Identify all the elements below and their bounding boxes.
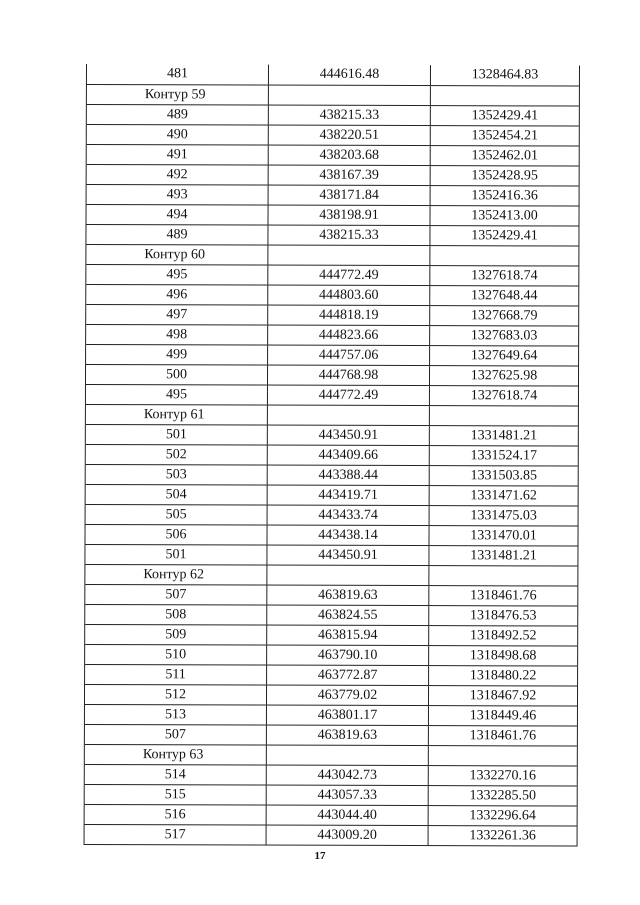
table-row [86,204,578,226]
y-coordinate: 1332261.36 [469,828,536,844]
point-number: 510 [85,645,267,665]
empty-cell [431,86,579,105]
point-number: 489 [87,105,269,125]
x-coordinate: 443042.73 [267,766,429,786]
x-coordinate: 444818.19 [268,306,430,326]
y-coordinate: 1331524.17 [470,448,538,464]
table-row [87,144,579,166]
y-coordinate: 1352454.21 [471,128,539,144]
empty-cell [267,566,429,586]
table-row [86,364,578,386]
x-coordinate: 443388.44 [268,466,430,486]
contour-header-row [85,564,577,586]
y-coordinate: 1327648.44 [471,288,538,304]
point-number: 516 [85,805,267,825]
table-row [87,104,579,126]
x-coordinate: 444772.49 [268,386,430,406]
y-coordinate: 1352429.41 [471,228,538,244]
table-row [85,724,577,746]
point-number: 507 [85,585,267,605]
table-row [85,784,577,806]
point-number: 495 [86,265,268,285]
x-coordinate: 438198.91 [268,206,430,226]
x-coordinate: 443450.91 [267,546,429,566]
table-row [86,264,578,286]
table-row [85,824,577,846]
table-row [85,804,577,826]
x-coordinate: 443009.20 [267,826,429,846]
point-number: 490 [87,125,269,145]
table-row [85,544,577,566]
table-row [85,624,577,646]
table-row [86,304,578,326]
table-row [86,384,578,406]
point-number: 494 [86,205,268,225]
y-coordinate: 1318498.68 [469,648,537,664]
empty-cell [268,406,430,426]
point-number: 515 [85,785,267,805]
empty-cell [269,86,431,106]
contour-label: Контур 63 [85,745,267,765]
point-number: 501 [86,425,268,445]
y-coordinate: 1331481.21 [470,548,537,564]
point-number: 492 [87,165,269,185]
point-number: 498 [86,325,268,345]
point-number: 501 [85,545,267,565]
point-number: 509 [85,625,267,645]
point-number: 502 [86,445,268,465]
x-coordinate: 444772.49 [268,266,430,286]
x-coordinate: 444616.48 [269,65,431,86]
y-coordinate: 1318492.52 [469,628,537,644]
x-coordinate: 444768.98 [268,366,430,386]
point-number: 491 [87,145,269,165]
table-row [85,644,577,666]
y-coordinate: 1332296.64 [469,808,536,824]
x-coordinate: 444823.66 [268,326,430,346]
x-coordinate: 443438.14 [267,526,429,546]
x-coordinate: 463824.55 [267,606,429,626]
empty-cell [267,746,429,766]
y-coordinate: 1318476.53 [469,608,537,624]
table-row [86,504,578,526]
x-coordinate: 444803.60 [268,286,430,306]
y-coordinate: 1331470.01 [470,528,537,544]
coordinates-table [84,64,580,847]
contour-header-row [86,244,578,266]
table-row [87,164,579,186]
contour-label: Контур 59 [87,85,269,105]
contour-header-row [86,404,578,426]
y-coordinate: 1327668.79 [470,308,538,324]
x-coordinate: 463801.17 [267,706,429,726]
x-coordinate: 438215.33 [268,226,430,246]
empty-cell [430,246,578,265]
point-number: 500 [86,365,268,385]
point-number: 489 [86,225,268,245]
y-coordinate: 1327625.98 [470,368,538,384]
x-coordinate: 438220.51 [269,126,431,146]
point-number: 503 [86,465,268,485]
x-coordinate: 443433.74 [268,506,430,526]
y-coordinate: 1327683.03 [470,328,538,344]
point-number: 511 [85,665,267,685]
table-row [87,124,579,146]
x-coordinate: 438203.68 [269,146,431,166]
empty-cell [429,566,577,585]
empty-cell [429,746,577,765]
y-coordinate: 1332285.50 [469,788,536,804]
y-coordinate: 1327618.74 [470,388,538,404]
page-number: 17 [314,850,326,862]
y-coordinate: 1352429.41 [471,108,539,124]
point-number: 517 [85,825,267,845]
y-coordinate: 1318480.22 [469,668,537,684]
point-number: 505 [86,505,268,525]
x-coordinate: 438171.84 [269,186,431,206]
table-row [85,684,577,706]
point-number: 495 [86,385,268,405]
y-coordinate: 1331481.21 [470,428,538,444]
empty-cell [268,246,430,266]
x-coordinate: 443419.71 [268,486,430,506]
table-row [85,604,577,626]
table-row [86,324,578,346]
y-coordinate: 1327649.64 [470,348,538,364]
point-number: 481 [87,64,269,85]
x-coordinate: 463819.63 [267,586,429,606]
y-coordinate: 1318461.76 [469,728,537,744]
point-number: 497 [86,305,268,325]
point-number: 493 [87,185,269,205]
point-number: 513 [85,705,267,725]
point-number: 514 [85,765,267,785]
x-coordinate: 463790.10 [267,646,429,666]
x-coordinate: 443409.66 [268,446,430,466]
contour-header-row [87,84,579,106]
y-coordinate: 1352416.36 [471,188,538,204]
x-coordinate: 438215.33 [269,106,431,126]
point-number: 499 [86,345,268,365]
y-coordinate: 1332270.16 [469,768,537,784]
y-coordinate: 1328464.83 [471,67,539,83]
table-row [87,64,579,86]
x-coordinate: 443057.33 [267,786,429,806]
table-row [85,664,577,686]
y-coordinate: 1331475.03 [470,508,537,524]
point-number: 507 [85,725,267,745]
contour-label: Контур 60 [86,245,268,265]
x-coordinate: 463815.94 [267,626,429,646]
table-row [86,484,578,506]
x-coordinate: 438167.39 [269,166,431,186]
table-row [85,584,577,606]
contour-label: Контур 61 [86,405,268,425]
x-coordinate: 443044.40 [267,806,429,826]
table-row [86,344,578,366]
y-coordinate: 1318467.92 [469,688,537,704]
point-number: 508 [85,605,267,625]
table-row [86,224,578,246]
x-coordinate: 463819.63 [267,726,429,746]
table-row [86,464,578,486]
table-row [85,704,577,726]
y-coordinate: 1352428.95 [471,168,538,184]
contour-header-row [85,744,577,766]
y-coordinate: 1352462.01 [471,148,538,164]
point-number: 512 [85,685,267,705]
empty-cell [430,406,578,425]
point-number: 506 [85,525,267,545]
point-number: 496 [86,285,268,305]
x-coordinate: 443450.91 [268,426,430,446]
table-row [86,444,578,466]
point-number: 504 [86,485,268,505]
table-row [85,764,577,786]
table-row [85,524,577,546]
table-row [86,284,578,306]
y-coordinate: 1327618.74 [471,268,538,284]
x-coordinate: 444757.06 [268,346,430,366]
table-row [86,424,578,446]
y-coordinate: 1331471.62 [470,488,537,504]
y-coordinate: 1331503.85 [470,468,537,484]
x-coordinate: 463779.02 [267,686,429,706]
table-row [87,184,579,206]
y-coordinate: 1318449.46 [469,708,537,724]
contour-label: Контур 62 [85,565,267,585]
y-coordinate: 1318461.76 [470,588,537,604]
x-coordinate: 463772.87 [267,666,429,686]
y-coordinate: 1352413.00 [471,208,538,224]
